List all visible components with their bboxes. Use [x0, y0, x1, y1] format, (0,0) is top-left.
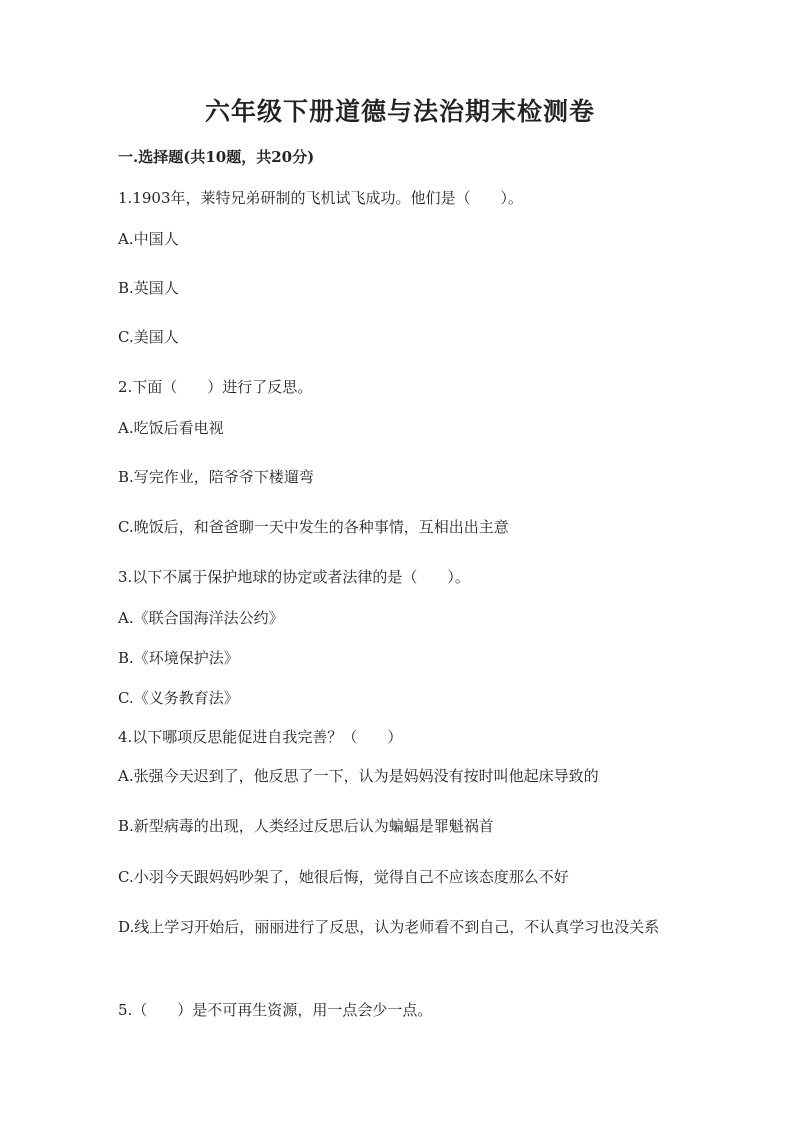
question-5-stem: 5.（ ）是不可再生资源，用一点会少一点。	[118, 1001, 433, 1019]
question-4-option-d: D.线上学习开始后，丽丽进行了反思，认为老师看不到自己，不认真学习也没关系	[118, 918, 660, 936]
question-2-stem: 2.下面（ ）进行了反思。	[118, 378, 313, 396]
question-3-option-b: B.《环境保护法》	[118, 649, 239, 667]
question-4-option-a: A.张强今天迟到了，他反思了一下，认为是妈妈没有按时叫他起床导致的	[118, 767, 599, 785]
question-4-stem: 4.以下哪项反思能促进自我完善？（ ）	[118, 728, 403, 746]
question-1-option-a: A.中国人	[118, 230, 179, 248]
page-title: 六年级下册道德与法治期末检测卷	[204, 97, 595, 126]
question-3-stem: 3.以下不属于保护地球的协定或者法律的是（ ）。	[118, 568, 470, 586]
question-4-option-c: C.小羽今天跟妈妈吵架了，她很后悔，觉得自己不应该态度那么不好	[118, 868, 569, 886]
question-1-option-b: B.英国人	[118, 279, 179, 297]
section-heading: 一.选择题(共10题，共20分)	[118, 148, 315, 166]
question-3-option-a: A.《联合国海洋法公约》	[118, 609, 284, 627]
question-2-option-a: A.吃饭后看电视	[118, 419, 224, 437]
question-3-option-c: C.《义务教育法》	[118, 689, 239, 707]
question-4-option-b: B.新型病毒的出现，人类经过反思后认为蝙蝠是罪魁祸首	[118, 817, 494, 835]
question-2-option-c: C.晚饭后，和爸爸聊一天中发生的各种事情，互相出出主意	[118, 518, 509, 536]
question-1-option-c: C.美国人	[118, 328, 179, 346]
question-2-option-b: B.写完作业，陪爷爷下楼遛弯	[118, 468, 314, 486]
question-1-stem: 1.1903年，莱特兄弟研制的飞机试飞成功。他们是（ ）。	[118, 189, 523, 207]
